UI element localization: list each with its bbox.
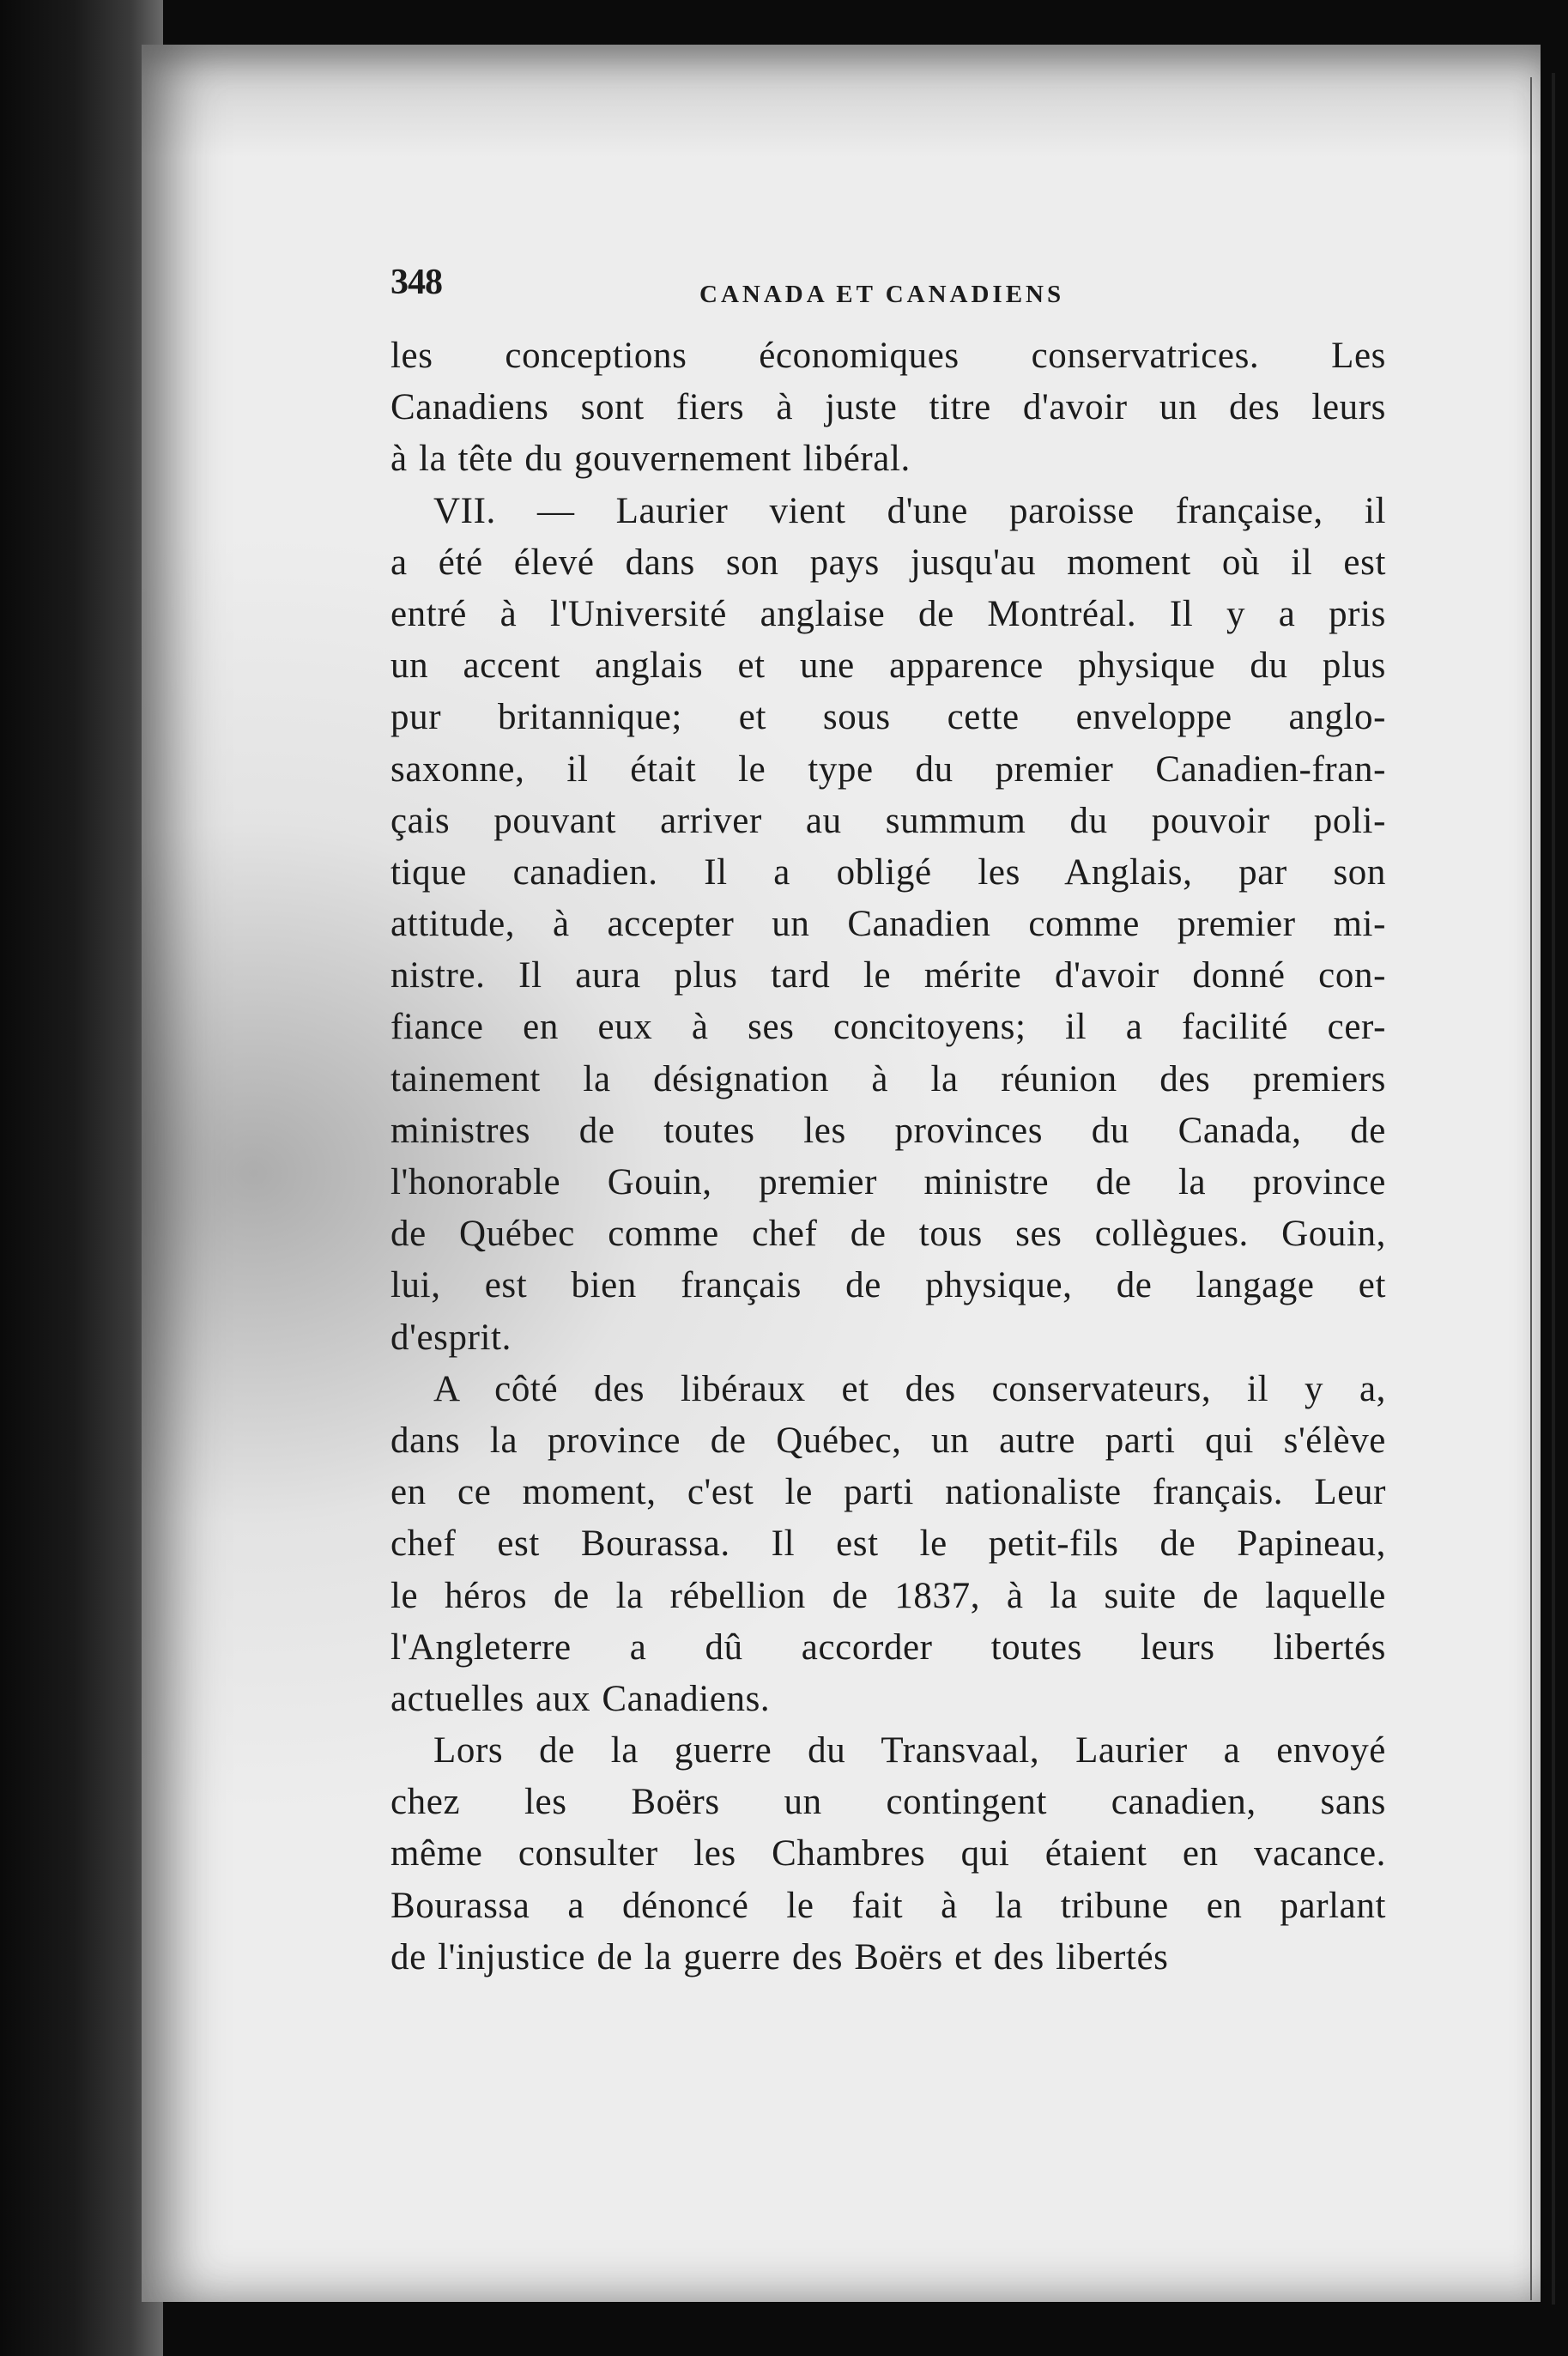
- text-line: à la tête du gouvernement libéral.: [390, 439, 911, 480]
- body-text: [390, 330, 1386, 1984]
- paragraph: [390, 1725, 1386, 1984]
- page-edge-outer: [1552, 73, 1555, 2305]
- text-line: actuelles aux Canadiens.: [390, 1678, 771, 1719]
- text-line: l'honorable Gouin, premier ministre de la province: [390, 1162, 1386, 1202]
- text-line: nistre. Il aura plus tard le mérite d'avoir donné con-: [390, 955, 1386, 996]
- text-line: de l'injustice de la guerre des Boërs et des libertés: [390, 1936, 1169, 1977]
- text-line: a été élevé dans son pays jusqu'au moment où il est: [390, 542, 1386, 583]
- text-line: lui, est bien français de physique, de langage et: [390, 1265, 1386, 1306]
- running-head: [390, 262, 1386, 330]
- text-line: le héros de la rébellion de 1837, à la suite de laquelle: [390, 1575, 1386, 1616]
- text-line: même consulter les Chambres qui étaient en vacance.: [390, 1833, 1386, 1875]
- paragraph: [390, 486, 1386, 1364]
- text-line: de Québec comme chef de tous ses collègues. Gouin,: [390, 1214, 1386, 1255]
- text-line: ministres de toutes les provinces du Canada, de: [390, 1110, 1386, 1151]
- text-line: fiance en eux à ses concitoyens; il a facilité cer-: [390, 1007, 1386, 1048]
- text-line: d'esprit.: [390, 1317, 512, 1358]
- text-line: entré à l'Université anglaise de Montréal. Il y a pris: [390, 593, 1386, 634]
- text-line: un accent anglais et une apparence physique du plus: [390, 645, 1386, 687]
- text-line: Canadiens sont fiers à juste titre d'avoir un des leurs: [390, 387, 1386, 428]
- text-line: pur britannique; et sous cette enveloppe anglo-: [390, 697, 1386, 738]
- text-line: çais pouvant arriver au summum du pouvoir poli-: [390, 800, 1386, 841]
- text-line: chez les Boërs un contingent canadien, sans: [390, 1782, 1386, 1823]
- text-line: Bourassa a dénoncé le fait à la tribune en parlant: [390, 1885, 1386, 1926]
- page-edge-inner: [1530, 77, 1532, 2300]
- text-line: en ce moment, c'est le parti nationaliste français. Leur: [390, 1472, 1386, 1513]
- text-line: attitude, à accepter un Canadien comme premier mi-: [390, 904, 1386, 945]
- text-line: Lors de la guerre du Transvaal, Laurier a envoyé: [433, 1730, 1386, 1772]
- text-line: A côté des libéraux et des conservateurs, il y a,: [433, 1368, 1386, 1409]
- text-line: tique canadien. Il a obligé les Anglais, par son: [390, 851, 1386, 893]
- book-binding-shadow: [0, 0, 163, 2356]
- text-line: les conceptions économiques conservatrices. Les: [390, 336, 1386, 376]
- text-line: VII. — Laurier vient d'une paroisse française, il: [433, 490, 1386, 531]
- text-line: l'Angleterre a dû accorder toutes leurs libertés: [390, 1626, 1386, 1668]
- paragraph: [390, 1364, 1386, 1725]
- text-line: dans la province de Québec, un autre parti qui s'élève: [390, 1420, 1386, 1461]
- page-number: 348: [390, 263, 442, 302]
- text-line: chef est Bourassa. Il est le petit-fils de Papineau,: [390, 1523, 1386, 1565]
- paragraph: [390, 330, 1386, 486]
- running-title: CANADA ET CANADIENS: [699, 281, 1065, 308]
- text-line: tainement la désignation à la réunion des premiers: [390, 1058, 1386, 1099]
- text-block: [390, 262, 1386, 1984]
- text-line: saxonne, il était le type du premier Canadien-fran-: [390, 748, 1386, 790]
